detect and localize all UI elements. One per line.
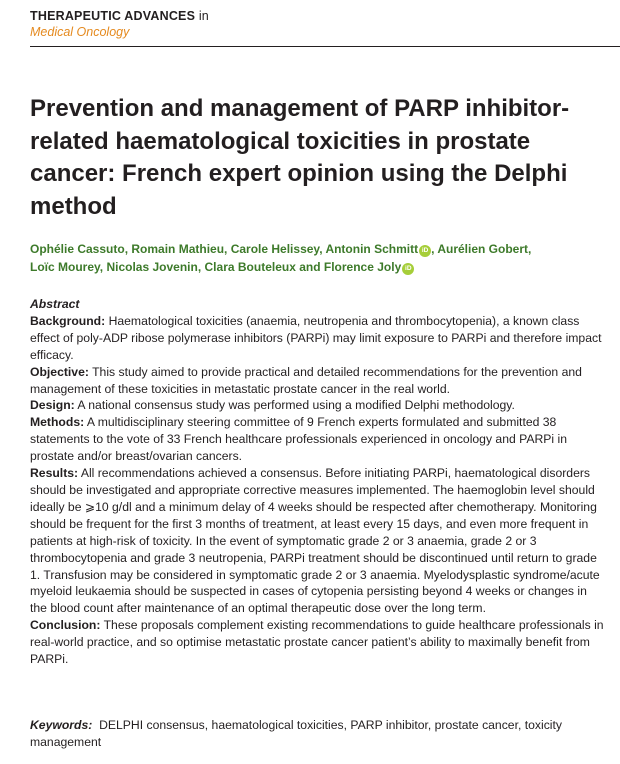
author-6[interactable]	[30, 260, 100, 274]
section-label: Objective:	[30, 364, 89, 379]
section-label: Methods:	[30, 415, 85, 430]
author-separator: ,	[99, 260, 107, 274]
author-name[interactable]: Loïc Mourey	[30, 260, 100, 274]
author-7[interactable]	[106, 260, 197, 274]
keywords-text: DELPHI consensus, haematological toxicities, PARP inhibitor, prostate cancer, toxicity management	[30, 718, 562, 749]
abstract-design	[30, 397, 605, 414]
author-separator: and	[295, 260, 324, 274]
author-list	[30, 240, 600, 276]
header-divider	[30, 46, 620, 47]
abstract-methods	[30, 414, 605, 465]
author-separator: ,	[124, 242, 132, 256]
author-name[interactable]: Ophélie Cassuto	[30, 242, 125, 256]
orcid-icon[interactable]: iD	[402, 263, 414, 275]
section-text: These proposals complement existing recommendations to guide healthcare professionals in real-world practice, and so optimise metastatic prostate cancer patient’s ability to maximally benefit from PARPi.	[30, 618, 604, 667]
keywords-label: Keywords:	[30, 718, 93, 732]
section-text: All recommendations achieved a consensus. Before initiating PARPi, haematological disorders should be investigated and appropriate corrective measures implemented. The haemoglobin level should ideally be ⩾10 g/dl and a minimum delay of 4 weeks should be respected after chemotherapy. Monitoring should be frequent for the first 3 months of treatment, at least every 15 days, and even more frequent in patients at high-risk of toxicity. In the event of symptomatic grade 2 or 3 anaemia, grade 2 or 3 thrombocytopenia and grade 3 neutropenia, PARPi treatment should be discontinued until return to grade 1. Transfusion may be considered in symptomatic grade 2 or 3 anaemia. Myelodysplastic syndrome/acute myeloid leukaemia should be suspected in cases of cytopenia persisting beyond 4 weeks or changes in the blood count after maintenance of an optimal therapeutic dose over the long term.	[30, 466, 600, 616]
journal-subtitle: Medical Oncology	[30, 25, 130, 39]
author-separator: ,	[528, 242, 532, 256]
author-4[interactable]	[325, 242, 431, 256]
section-label: Results:	[30, 466, 79, 481]
author-name[interactable]: Florence Joly	[323, 260, 402, 274]
author-8[interactable]	[205, 260, 296, 274]
author-name[interactable]: Antonin Schmitt	[325, 242, 419, 256]
author-separator: ,	[431, 242, 438, 256]
author-5[interactable]	[437, 242, 528, 256]
author-name[interactable]: Nicolas Jovenin	[106, 260, 198, 274]
journal-name-line	[30, 8, 618, 24]
author-separator: ,	[197, 260, 205, 274]
author-2[interactable]	[131, 242, 224, 256]
section-label: Conclusion:	[30, 618, 101, 633]
orcid-icon[interactable]: iD	[419, 245, 431, 257]
section-text: This study aimed to provide practical and detailed recommendations for the prevention and management of these toxicities in metastatic prostate cancer in the real world.	[30, 364, 582, 396]
keywords	[30, 717, 605, 751]
journal-name: THERAPEUTIC ADVANCES	[30, 9, 196, 23]
article-title: Prevention and management of PARP inhibitor-related haematological toxicities in prostate cancer: French expert opinion using the Delphi method	[30, 95, 570, 220]
author-name[interactable]: Clara Bouteleux	[204, 260, 296, 274]
author-separator: ,	[319, 242, 326, 256]
abstract	[30, 296, 605, 668]
author-name[interactable]: Aurélien Gobert	[437, 242, 529, 256]
section-text: A multidisciplinary steering committee of 9 French experts formulated and submitted 38 statements to the vote of 33 French healthcare professionals experienced in oncology and PARPi in prostate and/or breast/ovarian cancers.	[30, 415, 568, 464]
section-label: Background:	[30, 313, 106, 328]
author-1[interactable]	[30, 242, 125, 256]
author-separator: ,	[224, 242, 231, 256]
abstract-conclusion	[30, 617, 605, 668]
author-3[interactable]	[231, 242, 320, 256]
author-name[interactable]: Carole Helissey	[230, 242, 320, 256]
journal-in: in	[198, 9, 209, 23]
abstract-background	[30, 313, 605, 364]
abstract-objective	[30, 364, 605, 398]
journal-header	[30, 8, 618, 41]
author-9[interactable]	[324, 260, 414, 274]
section-label: Design:	[30, 398, 75, 413]
section-text: A national consensus study was performed using a modified Delphi methodology.	[77, 398, 515, 413]
abstract-heading: Abstract	[30, 297, 80, 311]
section-text: Haematological toxicities (anaemia, neutropenia and thrombocytopenia), a known class effect of poly-ADP ribose polymerase inhibitors (PARPi) may limit exposure to PARPi and therefore impact efficacy.	[30, 313, 602, 362]
abstract-results	[30, 465, 605, 617]
author-name[interactable]: Romain Mathieu	[131, 242, 225, 256]
